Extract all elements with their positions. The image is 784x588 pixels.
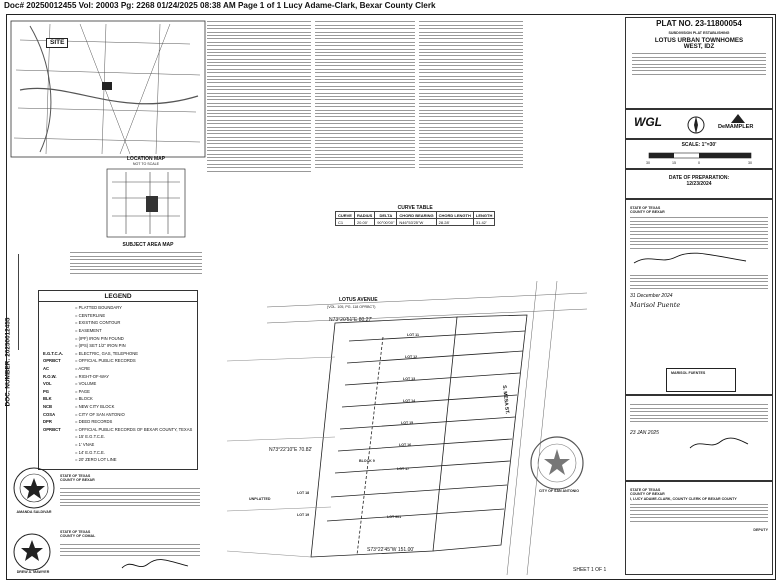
- legend-box: [38, 290, 198, 470]
- seal-name-1: AMANDA SALDIVAR: [16, 510, 52, 514]
- lot-label: LOT 17: [397, 467, 410, 471]
- lot-label: LOT 13: [403, 377, 416, 381]
- street-s-mesa: S. MESA ST.: [501, 385, 511, 415]
- curve-table-row: [336, 219, 495, 226]
- plat-sheet-frame: [6, 14, 776, 580]
- clerk-text: [630, 504, 768, 522]
- curve-cell: 28.28': [436, 219, 473, 226]
- curve-col-header: CURVE: [336, 212, 355, 219]
- county-block-bexar: STATE OF TEXAS COUNTY OF BEXAR: [60, 474, 95, 483]
- general-notes-column-2: [315, 19, 415, 171]
- legend-row: DPR = DEED RECORDS: [43, 419, 113, 425]
- legend-row: BLK = BLOCK: [43, 396, 93, 402]
- plat-number-box: [625, 17, 773, 109]
- lot-label: LOT 16: [399, 443, 412, 447]
- legend-row: = CENTERLINE: [75, 312, 106, 318]
- approval-date: 23 JAN 2025: [630, 430, 659, 437]
- city-seal-label: CITY OF SAN ANTONIO: [538, 489, 580, 493]
- legend-row: = PLATTED BOUNDARY: [75, 305, 122, 311]
- legend-row: COSA = CITY OF SAN ANTONIO: [43, 411, 125, 417]
- clerk-block: STATE OF TEXAS COUNTY OF BEXAR I, LUCY ADAME-CLARK, COUNTY CLERK OF BEXAR COUNTY: [630, 488, 737, 501]
- demampler-logo: DeMAMPLER: [718, 124, 754, 130]
- preparation-label: DATE OF PREPARATION:: [668, 175, 730, 181]
- legend-row: = 20' ZERO LOT LINE: [75, 457, 117, 463]
- street-lotus-avenue-ref: (VOL. 105, PG. 118 OPRBCT): [327, 305, 376, 309]
- curve-cell: 90°00'00": [375, 219, 397, 226]
- curve-col-header: DELTA: [375, 212, 397, 219]
- location-map-scale: NOT TO SCALE: [132, 162, 160, 166]
- subdivision-description: [632, 53, 766, 74]
- curve-table-header-row: [336, 212, 495, 219]
- approval-box: [625, 395, 773, 481]
- engineer-signature: [120, 558, 190, 572]
- bearing-mid-line: N73°22'10"E 70.82': [269, 447, 313, 453]
- compass-icon: [686, 114, 706, 136]
- curve-table-title: CURVE TABLE: [397, 205, 433, 211]
- plat-number: PLAT NO. 23-11800054: [656, 19, 742, 28]
- wgl-logo: WGL: [634, 115, 662, 129]
- subject-description: [70, 250, 202, 276]
- scale-tick: 15: [672, 161, 676, 165]
- legend-row: = EASEMENT: [75, 328, 102, 334]
- curve-col-header: CHORD BEARING: [397, 212, 436, 219]
- street-lotus-avenue: LOTUS AVENUE: [339, 297, 378, 303]
- legend-row: = (IPS) SET 1/2" IRON PIN: [75, 343, 126, 349]
- curve-table-grid: [335, 211, 495, 226]
- notary-seal-box: MARISOL FUENTES: [666, 368, 736, 392]
- preparation-date-box: [625, 169, 773, 199]
- owner-date-line: 31 December 2024: [630, 293, 673, 300]
- legend-row: NCB = NEW CITY BLOCK: [43, 404, 115, 410]
- curve-table: [335, 205, 495, 226]
- approval-text: [630, 404, 768, 422]
- lot-label: LOT 11: [407, 333, 419, 337]
- owner-county: COUNTY OF BEXAR: [630, 210, 665, 215]
- clerk-deputy: DEPUTY: [753, 527, 768, 532]
- scale-tick: 0: [698, 161, 700, 165]
- plat-drawing: [207, 241, 623, 577]
- left-column: [4, 18, 206, 575]
- bearing-south-line: S73°22'45"W 151.00': [367, 547, 415, 553]
- title-block: [625, 17, 773, 575]
- engineer-certification: [60, 542, 200, 558]
- lot-label: LOT 19: [297, 513, 310, 517]
- general-notes-column-3: [419, 19, 523, 171]
- legend-row: = 1' VNAE: [75, 441, 95, 447]
- scale-label: SCALE: 1"=30': [681, 142, 717, 148]
- recorder-stamp: [18, 254, 29, 350]
- scale-tick: 30: [646, 161, 650, 165]
- legend-row: PG = PAGE: [43, 388, 90, 394]
- subdivision-name-1: LOTUS URBAN TOWNHOMES: [654, 37, 744, 45]
- preparation-date: 12/23/2024: [686, 181, 712, 187]
- owner-notary-text: [630, 275, 768, 290]
- curve-cell: 31.42': [473, 219, 494, 226]
- owner-state: STATE OF TEXAS: [630, 206, 661, 210]
- recording-header: Doc# 20250012455 Vol: 20003 Pg: 2268 01/24/2025 08:38 AM Page 1 of 1 Lucy Adame-Clark, Bexar County Clerk: [4, 1, 436, 10]
- county-block-comal: STATE OF TEXAS COUNTY OF COMAL: [60, 530, 96, 539]
- scale-bar-box: [625, 139, 773, 169]
- legend-row: VOL = VOLUME: [43, 381, 97, 387]
- document-number: DOC. NUMBER: 20250012455: [4, 317, 12, 407]
- general-notes-column-1: [207, 19, 311, 174]
- location-map-title: LOCATION MAP: [126, 156, 166, 162]
- curve-cell: 20.00': [354, 219, 374, 226]
- engineer-seal: [12, 532, 52, 572]
- lot-label: LOT 15: [401, 421, 414, 425]
- subject-area-title: SUBJECT AREA MAP: [122, 242, 174, 248]
- legend-title: LEGEND: [39, 293, 197, 302]
- owner-certification-text: [630, 217, 768, 249]
- approval-signature: [630, 436, 750, 452]
- block-label: BLOCK 9: [359, 459, 375, 463]
- legend-row: = 14' E.G.T.C.E.: [75, 449, 106, 455]
- legend-row: = 15' E.G.T.C.E.: [75, 434, 106, 440]
- lot-label: LOT 901: [387, 515, 402, 519]
- lot-label: LOT 12: [405, 355, 418, 359]
- owner-signature: [630, 251, 750, 267]
- notary-seal-amanda: [12, 466, 56, 510]
- clerk-box: [625, 481, 773, 575]
- scale-tick: 30: [748, 161, 752, 165]
- firm-logos: [625, 109, 773, 139]
- owner-certification-box: [625, 199, 773, 395]
- sheet-number: SHEET 1 OF 1: [573, 567, 607, 573]
- subdivision-name-2: WEST, IDZ: [683, 43, 715, 51]
- curve-cell: N46°53'25"W: [397, 219, 436, 226]
- notary-signature: Marisol Puente: [630, 301, 681, 310]
- curve-col-header: LENGTH: [473, 212, 494, 219]
- legend-row: OPRBCT = OFFICIAL PUBLIC RECORDS: [43, 358, 136, 364]
- curve-col-header: CHORD LENGTH: [436, 212, 473, 219]
- lot-label: LOT 14: [403, 399, 416, 403]
- seal-name-2: DREW A. MAWYER: [16, 570, 50, 574]
- legend-row: = (IPF) IRON PIN FOUND: [75, 335, 124, 341]
- legend-row: OPRBCT = OFFICIAL PUBLIC RECORDS OF BEXAR COUNTY, TEXAS: [43, 426, 193, 432]
- surveyor-certification: [60, 486, 200, 509]
- vicinity-map: [10, 20, 206, 158]
- scale-bar: [648, 152, 752, 160]
- location-map: [106, 168, 186, 238]
- legend-row: R.O.W. = RIGHT-OF-WAY: [43, 373, 110, 379]
- legend-row: = EXISTING CONTOUR: [75, 320, 121, 326]
- demampler-logo-mark: [730, 112, 746, 124]
- curve-col-header: RADIUS: [354, 212, 374, 219]
- curve-cell: C1: [336, 219, 355, 226]
- legend-row: E.G.T.C.A. = ELECTRIC, GAS, TELEPHONE: [43, 350, 139, 356]
- lot-label: LOT 18: [297, 491, 310, 495]
- legend-row: AC = ACRE: [43, 366, 91, 372]
- site-label: SITE: [46, 38, 68, 48]
- unplatted-label: UNPLATTED: [249, 497, 271, 501]
- bearing-north-line: N73°20'51"E 80.27': [329, 317, 373, 323]
- plat-subtitle: SUBDIVISION PLAT ESTABLISHING: [668, 31, 730, 35]
